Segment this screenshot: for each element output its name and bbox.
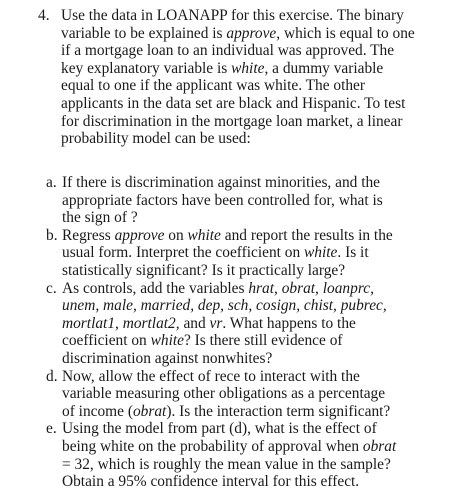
part-e [46,420,470,490]
text-segment: variable to be explained is [61,24,227,42]
italic-variable-name: white [304,244,338,262]
part-line [62,209,462,227]
intro-line [61,42,466,60]
text-segment: Regress [62,226,115,244]
problem-intro [61,7,466,148]
text-segment: and [179,314,210,332]
text-segment: . What happens to the [222,314,356,332]
text-segment: usual form. Interpret the coefficient on [62,244,305,262]
text-segment: . Is it [337,244,369,262]
text-segment: Using the model from part (d), what is the effect of [62,420,377,438]
part-b [46,227,470,280]
part-text [62,174,462,227]
text-segment: being white on the probability of approval when [62,437,363,455]
text-segment: applicants in the data set are black and Hispanic. To test [61,94,406,112]
text-segment: = 32, which is roughly the mean value in the sample? [62,455,391,473]
text-segment: ? Is there still evidence of [183,332,343,350]
part-line [62,350,462,368]
part-line [62,420,462,438]
part-line [62,385,462,403]
part-line [62,297,462,315]
text-segment: ). Is the interaction term significant? [166,402,391,420]
text-segment: statistically significant? Is it practically large? [62,261,346,279]
text-segment: appropriate factors have been controlled for, what is [62,191,383,209]
text-segment: , which is equal to one [276,24,415,42]
part-line [62,227,462,245]
part-line [62,280,462,298]
italic-variable-name: obrat [362,437,397,455]
part-text [62,420,462,490]
italic-variable-name: approve [114,226,165,244]
part-text [62,280,462,368]
italic-variable-name: approve [226,24,277,42]
text-segment: variable measuring other obligations as a percentage [62,385,386,403]
intro-line [61,113,466,131]
part-line [62,403,462,421]
part-label: e. [46,420,57,438]
text-segment: of income ( [62,402,133,420]
italic-variable-name: mortlat1, mortlat2, [62,314,180,332]
text-segment: Now, allow the effect of rece to interact with the [62,367,360,385]
part-line [62,315,462,333]
part-line [62,368,462,386]
text-segment: equal to one if the applicant was white. The other [61,77,366,95]
italic-variable-name: hrat, obrat, loanprc, [248,279,374,297]
text-segment: If there is discrimination against minorities, and the [62,174,380,191]
part-text [62,368,462,421]
italic-variable-name: obrat [132,402,167,420]
italic-variable-name: unem, male, married, dep, sch, cosign, chist, pubrec, [62,297,387,315]
part-a [46,174,470,227]
intro-line [61,95,466,113]
part-label: b. [46,226,58,244]
intro-line [61,77,466,95]
problem-parts-list [46,174,470,491]
part-label: d. [46,367,58,385]
part-line [62,332,462,350]
part-line [62,438,462,456]
text-segment: Use the data in LOANAPP for this exercise. The binary [61,7,404,24]
part-line [62,244,462,262]
italic-variable-name: white [150,332,184,350]
part-d [46,368,470,421]
text-segment: key explanatory variable is [61,59,232,77]
part-label: c. [46,279,57,297]
part-line [62,174,462,192]
part-line [62,473,462,491]
part-c [46,280,470,368]
part-label: a. [46,174,57,191]
problem-4 [38,7,470,148]
text-segment: probability model can be used: [61,130,251,148]
part-line [62,192,462,210]
text-segment: on [164,226,188,244]
text-segment: the sign of ? [62,209,138,227]
text-segment: , a dummy variable [264,59,384,77]
italic-variable-name: vr [209,314,223,332]
text-segment: for discrimination in the mortgage loan market, a linear [61,112,403,130]
part-line [62,456,462,474]
text-segment: Obtain a 95% confidence interval for this effect. [62,473,360,491]
text-segment: As controls, add the variables [62,279,249,297]
part-line [62,262,462,280]
intro-line [61,25,466,43]
italic-variable-name: white [187,226,221,244]
part-text [62,227,462,280]
intro-line [61,7,466,25]
text-segment: discrimination against nonwhites? [62,349,273,367]
text-segment: coefficient on [62,332,151,350]
italic-variable-name: white [231,59,265,77]
text-segment: if a mortgage loan to an individual was approved. The [61,42,395,60]
problem-number: 4. [38,7,50,24]
text-segment: and report the results in the [220,226,393,244]
intro-line [61,60,466,78]
intro-line [61,130,466,148]
